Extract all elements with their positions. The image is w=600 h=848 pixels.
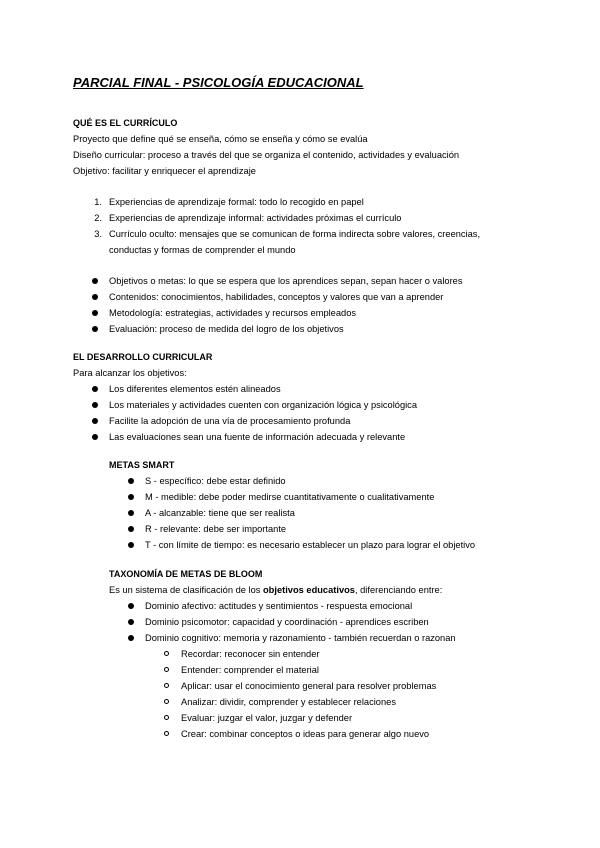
list-item: Contenidos: conocimientos, habilidades, conceptos y valores que van a aprender — [109, 292, 444, 302]
desarrollo-intro: Para alcanzar los objetivos: — [73, 368, 187, 378]
list-item: Metodología: estrategias, actividades y recursos empleados — [109, 308, 357, 318]
section-heading-desarrollo: EL DESARROLLO CURRICULAR — [73, 352, 213, 362]
bullet-icon — [92, 434, 98, 440]
bloom-intro-post: , diferenciando entre: — [354, 585, 443, 595]
bullet-icon — [128, 494, 134, 500]
list-item: A - alcanzable: tiene que ser realista — [145, 508, 295, 518]
sub-list-item: Analizar: dividir, comprender y establecer relaciones — [181, 697, 396, 707]
curriculo-line-2: Diseño curricular: proceso a través del que se organiza el contenido, actividades y evaluación — [73, 150, 460, 160]
bullet-icon — [92, 402, 98, 408]
circle-bullet-icon — [164, 667, 169, 672]
list-item: Objetivos o metas: lo que se espera que los aprendices sepan, sepan hacer o valores — [109, 276, 463, 286]
list-item: R - relevante: debe ser importante — [145, 524, 287, 534]
bullet-icon — [92, 310, 98, 316]
bullet-icon — [92, 278, 98, 284]
list-item: Evaluación: proceso de medida del logro de los objetivos — [109, 324, 344, 334]
section-heading-bloom: TAXONOMÍA DE METAS DE BLOOM — [109, 569, 263, 579]
list-number: 2. — [94, 213, 102, 223]
numbered-item: Currículo oculto: mensajes que se comunican de forma indirecta sobre valores, creencias, — [109, 229, 481, 239]
list-item: Dominio cognitivo: memoria y razonamiento - también recuerdan o razonan — [145, 633, 456, 643]
bullet-icon — [92, 418, 98, 424]
bullet-icon — [128, 542, 134, 548]
sub-list-item: Crear: combinar conceptos o ideas para generar algo nuevo — [181, 729, 430, 739]
bloom-intro-bold: objetivos educativos — [263, 585, 355, 595]
sub-list-item: Evaluar: juzgar el valor, juzgar y defender — [181, 713, 353, 723]
bullet-icon — [128, 635, 134, 641]
document-title: PARCIAL FINAL - PSICOLOGÍA EDUCACIONAL — [73, 75, 364, 90]
numbered-item: Experiencias de aprendizaje informal: actividades próximas el currículo — [109, 213, 402, 223]
sub-list-item: Entender: comprender el material — [181, 665, 319, 675]
bullet-icon — [92, 326, 98, 332]
section-heading-curriculo: QUÉ ES EL CURRÍCULO — [73, 118, 178, 128]
list-item: M - medible: debe poder medirse cuantitativamente o cualitativamente — [145, 492, 435, 502]
list-item: Facilite la adopción de una vía de procesamiento profunda — [109, 416, 351, 426]
list-number: 3. — [94, 229, 102, 239]
sub-list-item: Recordar: reconocer sin entender — [181, 649, 320, 659]
list-item: Los diferentes elementos estén alineados — [109, 384, 281, 394]
numbered-item-continuation: conductas y formas de comprender el mundo — [109, 245, 296, 255]
circle-bullet-icon — [164, 699, 169, 704]
list-item: Las evaluaciones sean una fuente de información adecuada y relevante — [109, 432, 406, 442]
bloom-intro-pre: Es un sistema de clasificación de los — [109, 585, 263, 595]
list-item: T - con límite de tiempo: es necesario establecer un plazo para lograr el objetivo — [145, 540, 476, 550]
sub-list-item: Aplicar: usar el conocimiento general para resolver problemas — [181, 681, 437, 691]
bullet-icon — [128, 619, 134, 625]
numbered-item: Experiencias de aprendizaje formal: todo lo recogido en papel — [109, 197, 364, 207]
circle-bullet-icon — [164, 651, 169, 656]
bullet-icon — [128, 478, 134, 484]
bullet-icon — [128, 510, 134, 516]
list-item: S - específico: debe estar definido — [145, 476, 286, 486]
list-item: Los materiales y actividades cuenten con organización lógica y psicológica — [109, 400, 418, 410]
curriculo-line-3: Objetivo: facilitar y enriquecer el aprendizaje — [73, 166, 256, 176]
circle-bullet-icon — [164, 731, 169, 736]
list-item: Dominio afectivo: actitudes y sentimientos - respuesta emocional — [145, 601, 413, 611]
section-heading-smart: METAS SMART — [109, 460, 175, 470]
bullet-icon — [92, 386, 98, 392]
bullet-icon — [128, 603, 134, 609]
bullet-icon — [92, 294, 98, 300]
list-number: 1. — [94, 197, 102, 207]
list-item: Dominio psicomotor: capacidad y coordinación - aprendices escriben — [145, 617, 429, 627]
circle-bullet-icon — [164, 715, 169, 720]
curriculo-line-1: Proyecto que define qué se enseña, cómo se enseña y cómo se evalúa — [73, 134, 368, 144]
bloom-intro — [109, 582, 442, 598]
circle-bullet-icon — [164, 683, 169, 688]
bullet-icon — [128, 526, 134, 532]
